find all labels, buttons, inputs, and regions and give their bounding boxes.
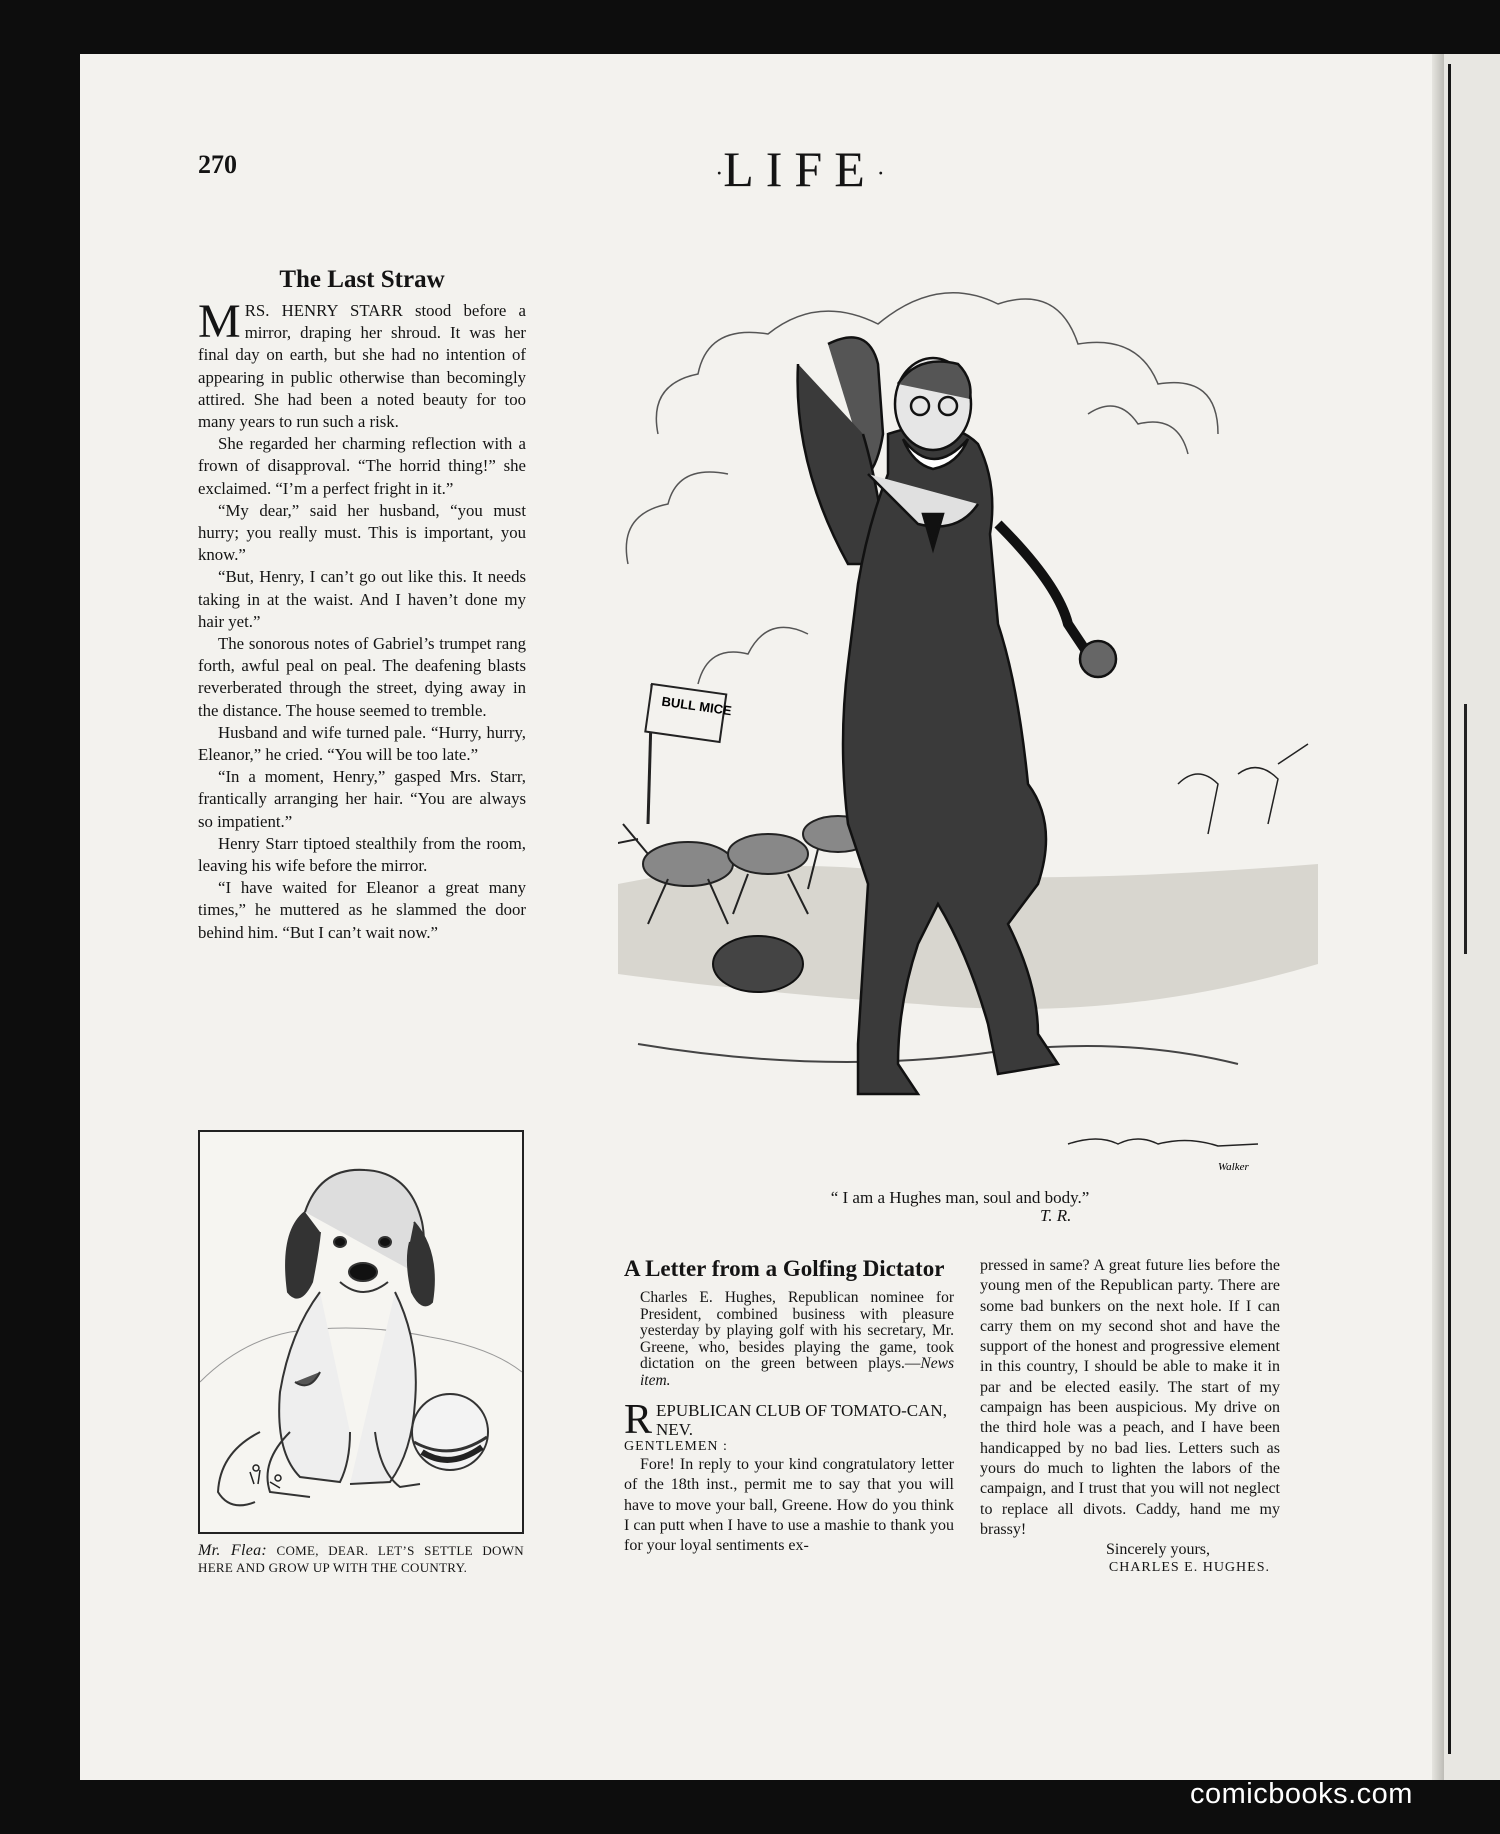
letter-article-col2 xyxy=(980,1256,1280,1576)
letter-signature: CHARLES E. HUGHES. xyxy=(1108,1560,1270,1576)
letter-body-col1: Fore! In reply to your kind congratulatory letter of the 18th inst., permit me to say that you will have to move your ball, Greene. How do you think I can putt when I have to use a mashie to thank you for your loyal sentiments ex- xyxy=(624,1456,954,1555)
story-paragraph: MRS. HENRY STARR stood before a mirror, draping her shroud. It was her final day on earth, but she had no intention of appearing in public otherwise than becomingly attired. She had been a noted beauty for too many years to run such a risk. xyxy=(198,295,526,432)
cartoon-caption: “ I am a Hughes man, soul and body.” xyxy=(830,1188,1090,1207)
story-last-straw xyxy=(198,266,526,944)
story-title: The Last Straw xyxy=(279,266,445,293)
dog-illustration xyxy=(198,1130,524,1534)
letter-address: REPUBLICAN CLUB OF TOMATO-CAN, NEV. xyxy=(624,1397,947,1443)
cartoon-banner: BULL MICE xyxy=(660,693,733,719)
story-paragraph: Henry Starr tiptoed stealthily from the room, leaving his wife before the mirror. xyxy=(198,833,526,876)
main-cartoon xyxy=(618,264,1318,1174)
dog-caption xyxy=(198,1542,524,1576)
story-paragraph: “My dear,” said her husband, “you must hurry; you really must. This is important, you know.” xyxy=(198,500,526,565)
cartoon-drawing xyxy=(618,264,1318,1174)
dog-caption-speaker: Mr. Flea: xyxy=(198,1542,268,1559)
adjacent-page-edge xyxy=(1444,54,1500,1780)
story-paragraph: “In a moment, Henry,” gasped Mrs. Starr, frantically arranging her hair. “You are always so impatient.” xyxy=(198,767,526,831)
story-paragraph: Husband and wife turned pale. “Hurry, hurry, Eleanor,” he cried. “You will be too late.” xyxy=(198,722,526,765)
letter-lead-source: News item. xyxy=(640,1355,954,1389)
masthead: ·LIFE· xyxy=(715,141,885,197)
letter-address-dropcap: R xyxy=(624,1397,653,1443)
letter-body-col2: pressed in same? A great future lies before the young men of the Republican party. There are some bad bunkers on the next hole. If I can carry them on my second shot and have the support of the honest and progressive element in this country, I should be able to make it in par and be elected easily. The start of my campaign has been auspicious. My drive on the third hole was a peach, and I have been handicapped by no bad lies. Letters such as yours do much to lighten the labors of the campaign, and I trust that you will not neglect to replace all divots. Caddy, hand me my brassy! xyxy=(980,1257,1280,1538)
letter-lead: Charles E. Hughes, Republican nominee for President, combined business with pleasure yesterday by playing golf with his secretary, Mr. Greene, who, besides playing the game, took dictation on the green between plays.—News item. xyxy=(640,1289,954,1389)
dog-caption-text: COME, DEAR. LET’S SETTLE DOWN HERE AND GROW UP WITH THE COUNTRY. xyxy=(198,1543,524,1575)
story-paragraph: She regarded her charming reflection with a frown of disapproval. “The horrid thing!” she exclaimed. “I’m a perfect fright in it.” xyxy=(198,434,526,498)
story-dropcap: M xyxy=(198,295,241,348)
cartoon-signature: Walker xyxy=(1218,1161,1249,1173)
letter-closing: Sincerely yours, xyxy=(1106,1541,1210,1559)
page-number: 270 xyxy=(198,150,237,179)
cartoon-credit: T. R. xyxy=(1040,1206,1072,1225)
story-paragraph: “I have waited for Eleanor a great many times,” he muttered as he slammed the door behind him. “But I can’t wait now.” xyxy=(198,878,526,942)
masthead-title: LIFE xyxy=(723,141,877,197)
page-binding xyxy=(1432,54,1444,1780)
watermark: comicbooks.com xyxy=(1190,1778,1413,1810)
dog-drawing xyxy=(200,1132,522,1532)
story-paragraph: “But, Henry, I can’t go out like this. It needs taking in at the waist. And I haven’t done my hair yet.” xyxy=(198,567,526,631)
story-paragraph: The sonorous notes of Gabriel’s trumpet rang forth, awful peal on peal. The deafening blasts reverberated through the street, dying away in the distance. The house seemed to tremble. xyxy=(198,634,526,720)
letter-greeting: GENTLEMEN : xyxy=(624,1439,728,1454)
letter-article xyxy=(624,1256,954,1556)
letter-title: A Letter from a Golfing Dictator xyxy=(624,1256,945,1281)
